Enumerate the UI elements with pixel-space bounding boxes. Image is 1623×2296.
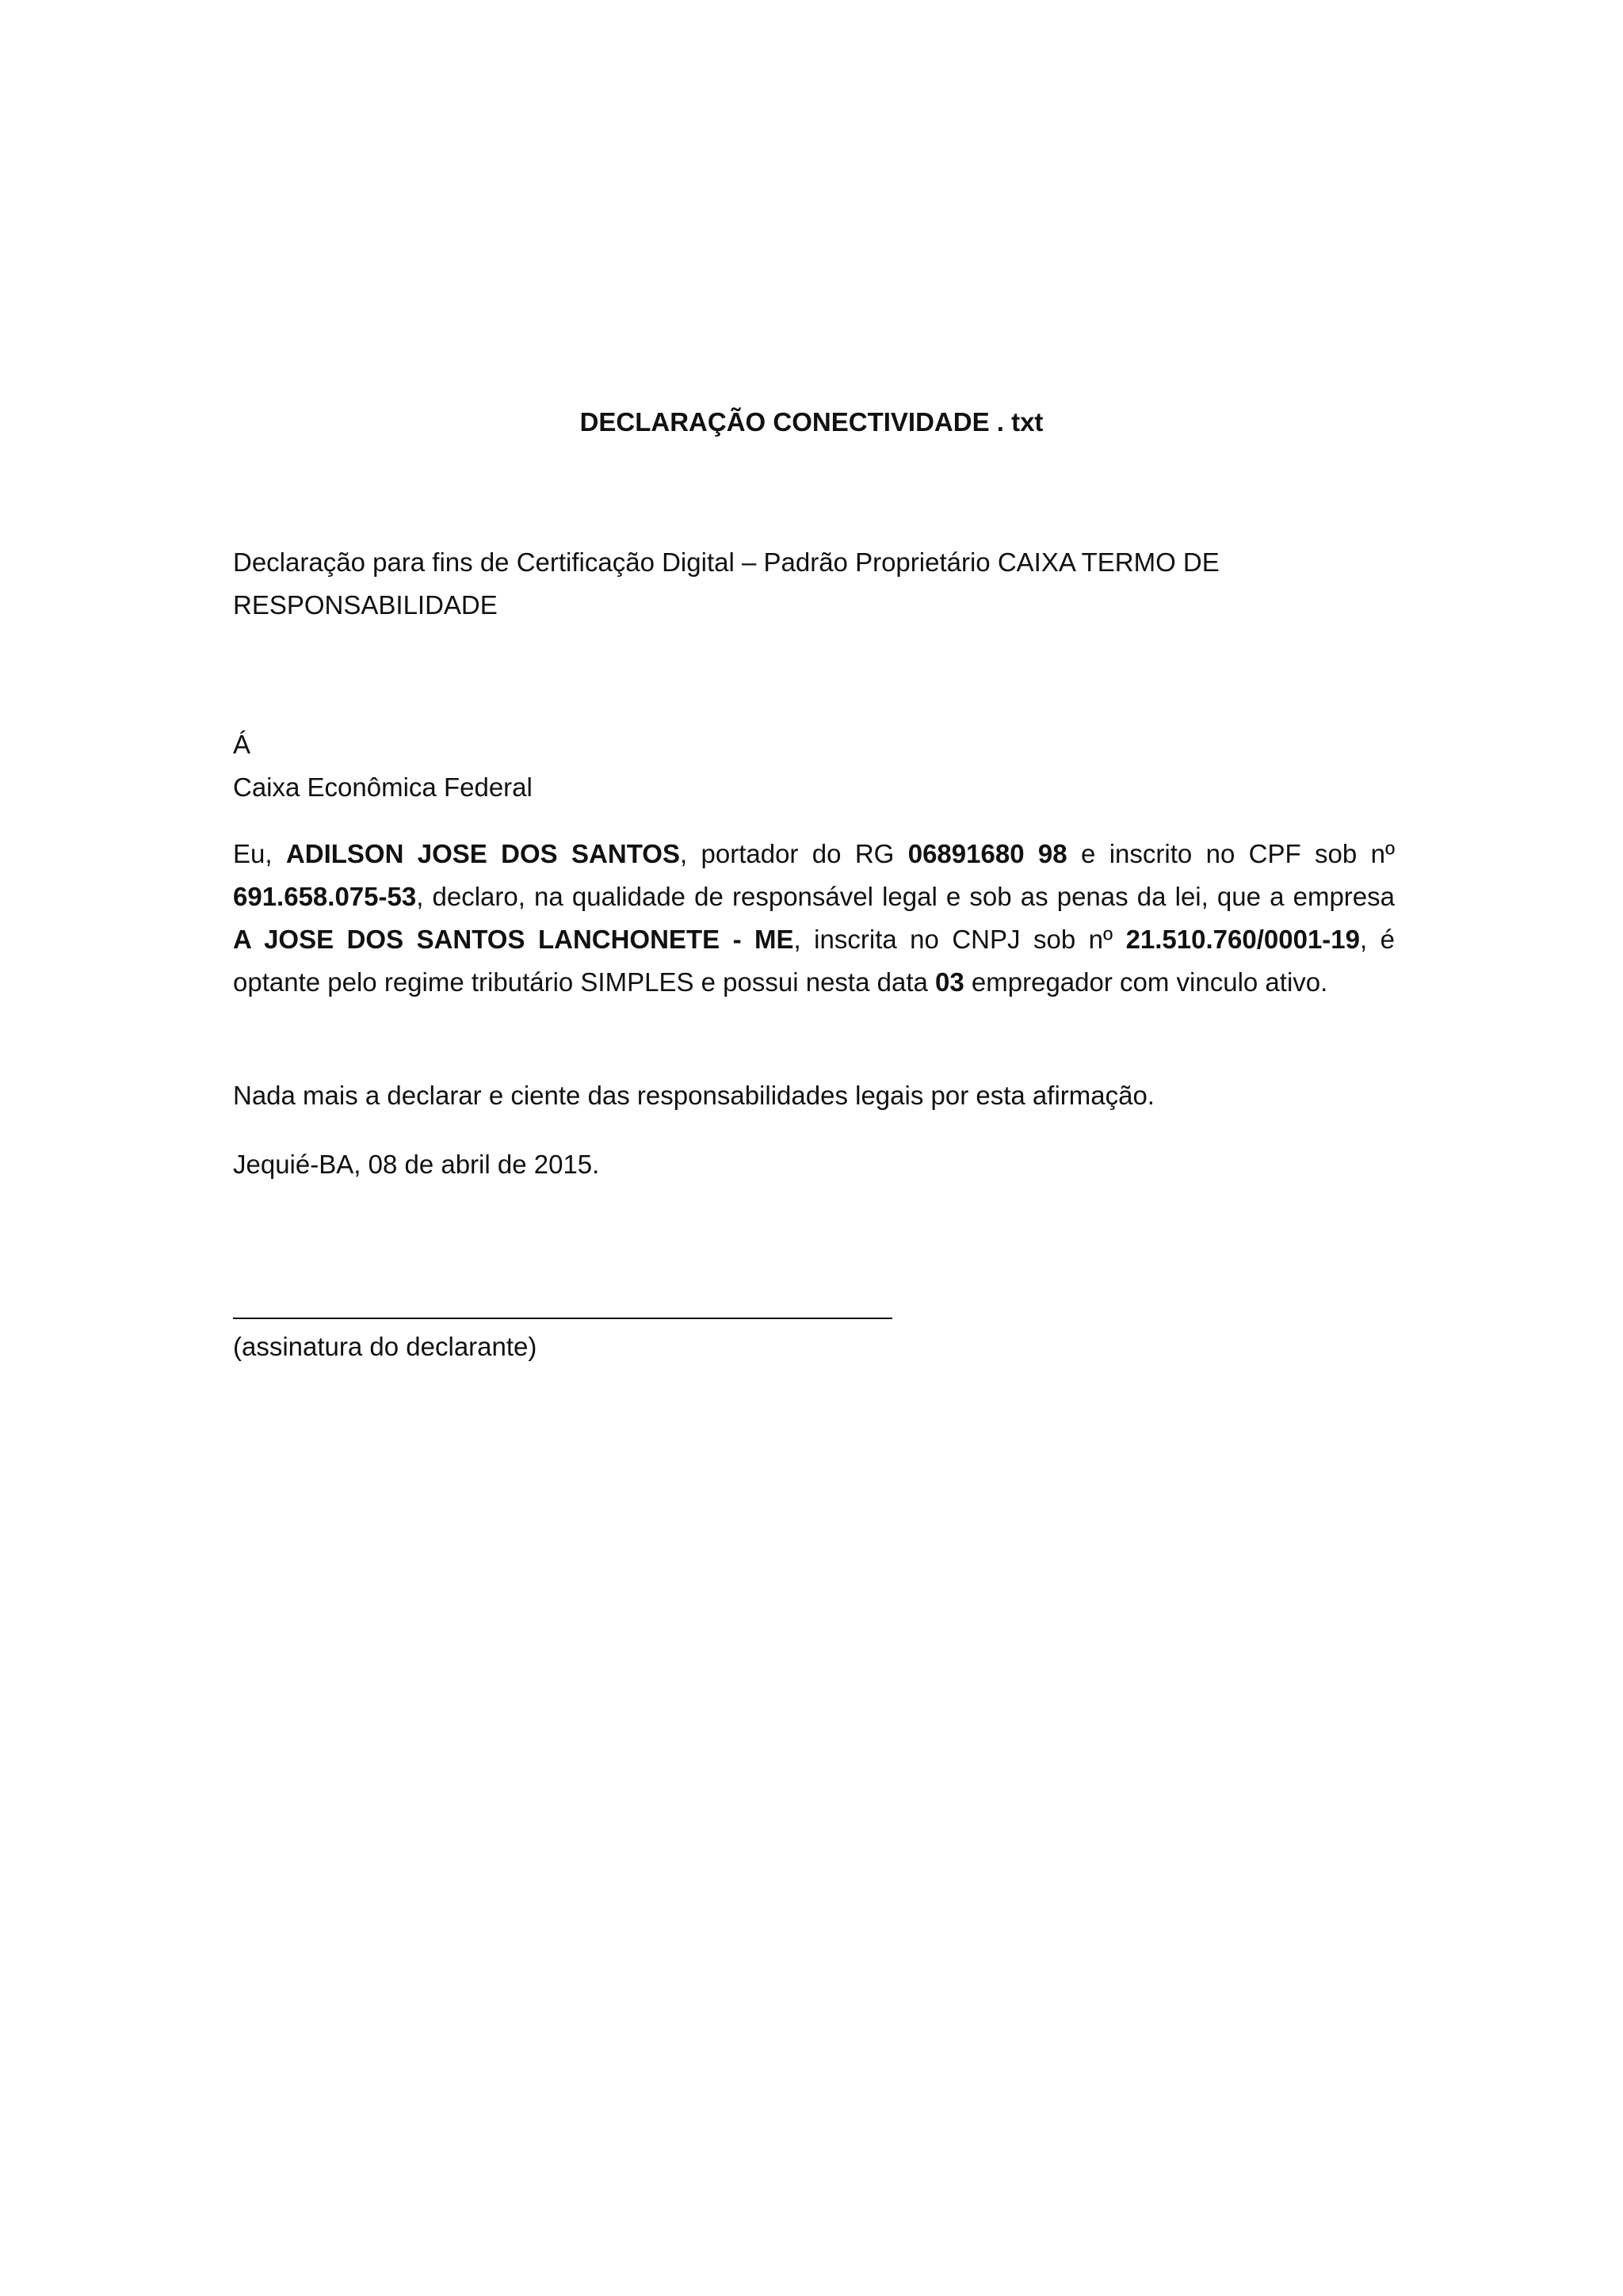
cnpj-number: 21.510.760/0001-19 [1125,925,1360,954]
declaration-body [233,833,1395,1004]
body-text-3: e inscrito no CPF sob nº [1067,839,1396,868]
closing-statement: Nada mais a declarar e ciente das responsabilidades legais por esta afirmação. [233,1081,1155,1110]
recipient-line-2: Caixa Econômica Federal [233,772,533,802]
body-text-4: , declaro, na qualidade de responsável legal e sob as penas da lei, que a empresa [416,882,1395,911]
signature-label: (assinatura do declarante) [233,1332,537,1361]
body-text-1: Eu, [233,839,286,868]
place-and-date: Jequié-BA, 08 de abril de 2015. [233,1150,600,1179]
rg-number: 06891680 98 [907,839,1067,868]
company-name: A JOSE DOS SANTOS LANCHONETE - ME [233,925,794,954]
body-text-6: , é optante pelo regime tributário SIMPLES e possui nesta data [233,925,1395,997]
body-text-5: , inscrita no CNPJ sob nº [793,925,1126,954]
document-subtitle: Declaração para fins de Certificação Digital – Padrão Proprietário CAIXA TERMO DE RESPONSABILIDADE [233,547,1220,620]
declarant-name: ADILSON JOSE DOS SANTOS [285,839,680,868]
body-text-7: empregador com vinculo ativo. [964,967,1328,997]
body-text-2: , portador do RG [679,839,908,868]
signature-line [233,1318,892,1319]
cpf-number: 691.658.075-53 [233,882,417,911]
employee-count: 03 [935,967,964,997]
document-title: DECLARAÇÃO CONECTIVIDADE . txt [579,407,1044,437]
recipient-line-1: Á [233,730,251,759]
recipient-block [233,723,1395,809]
